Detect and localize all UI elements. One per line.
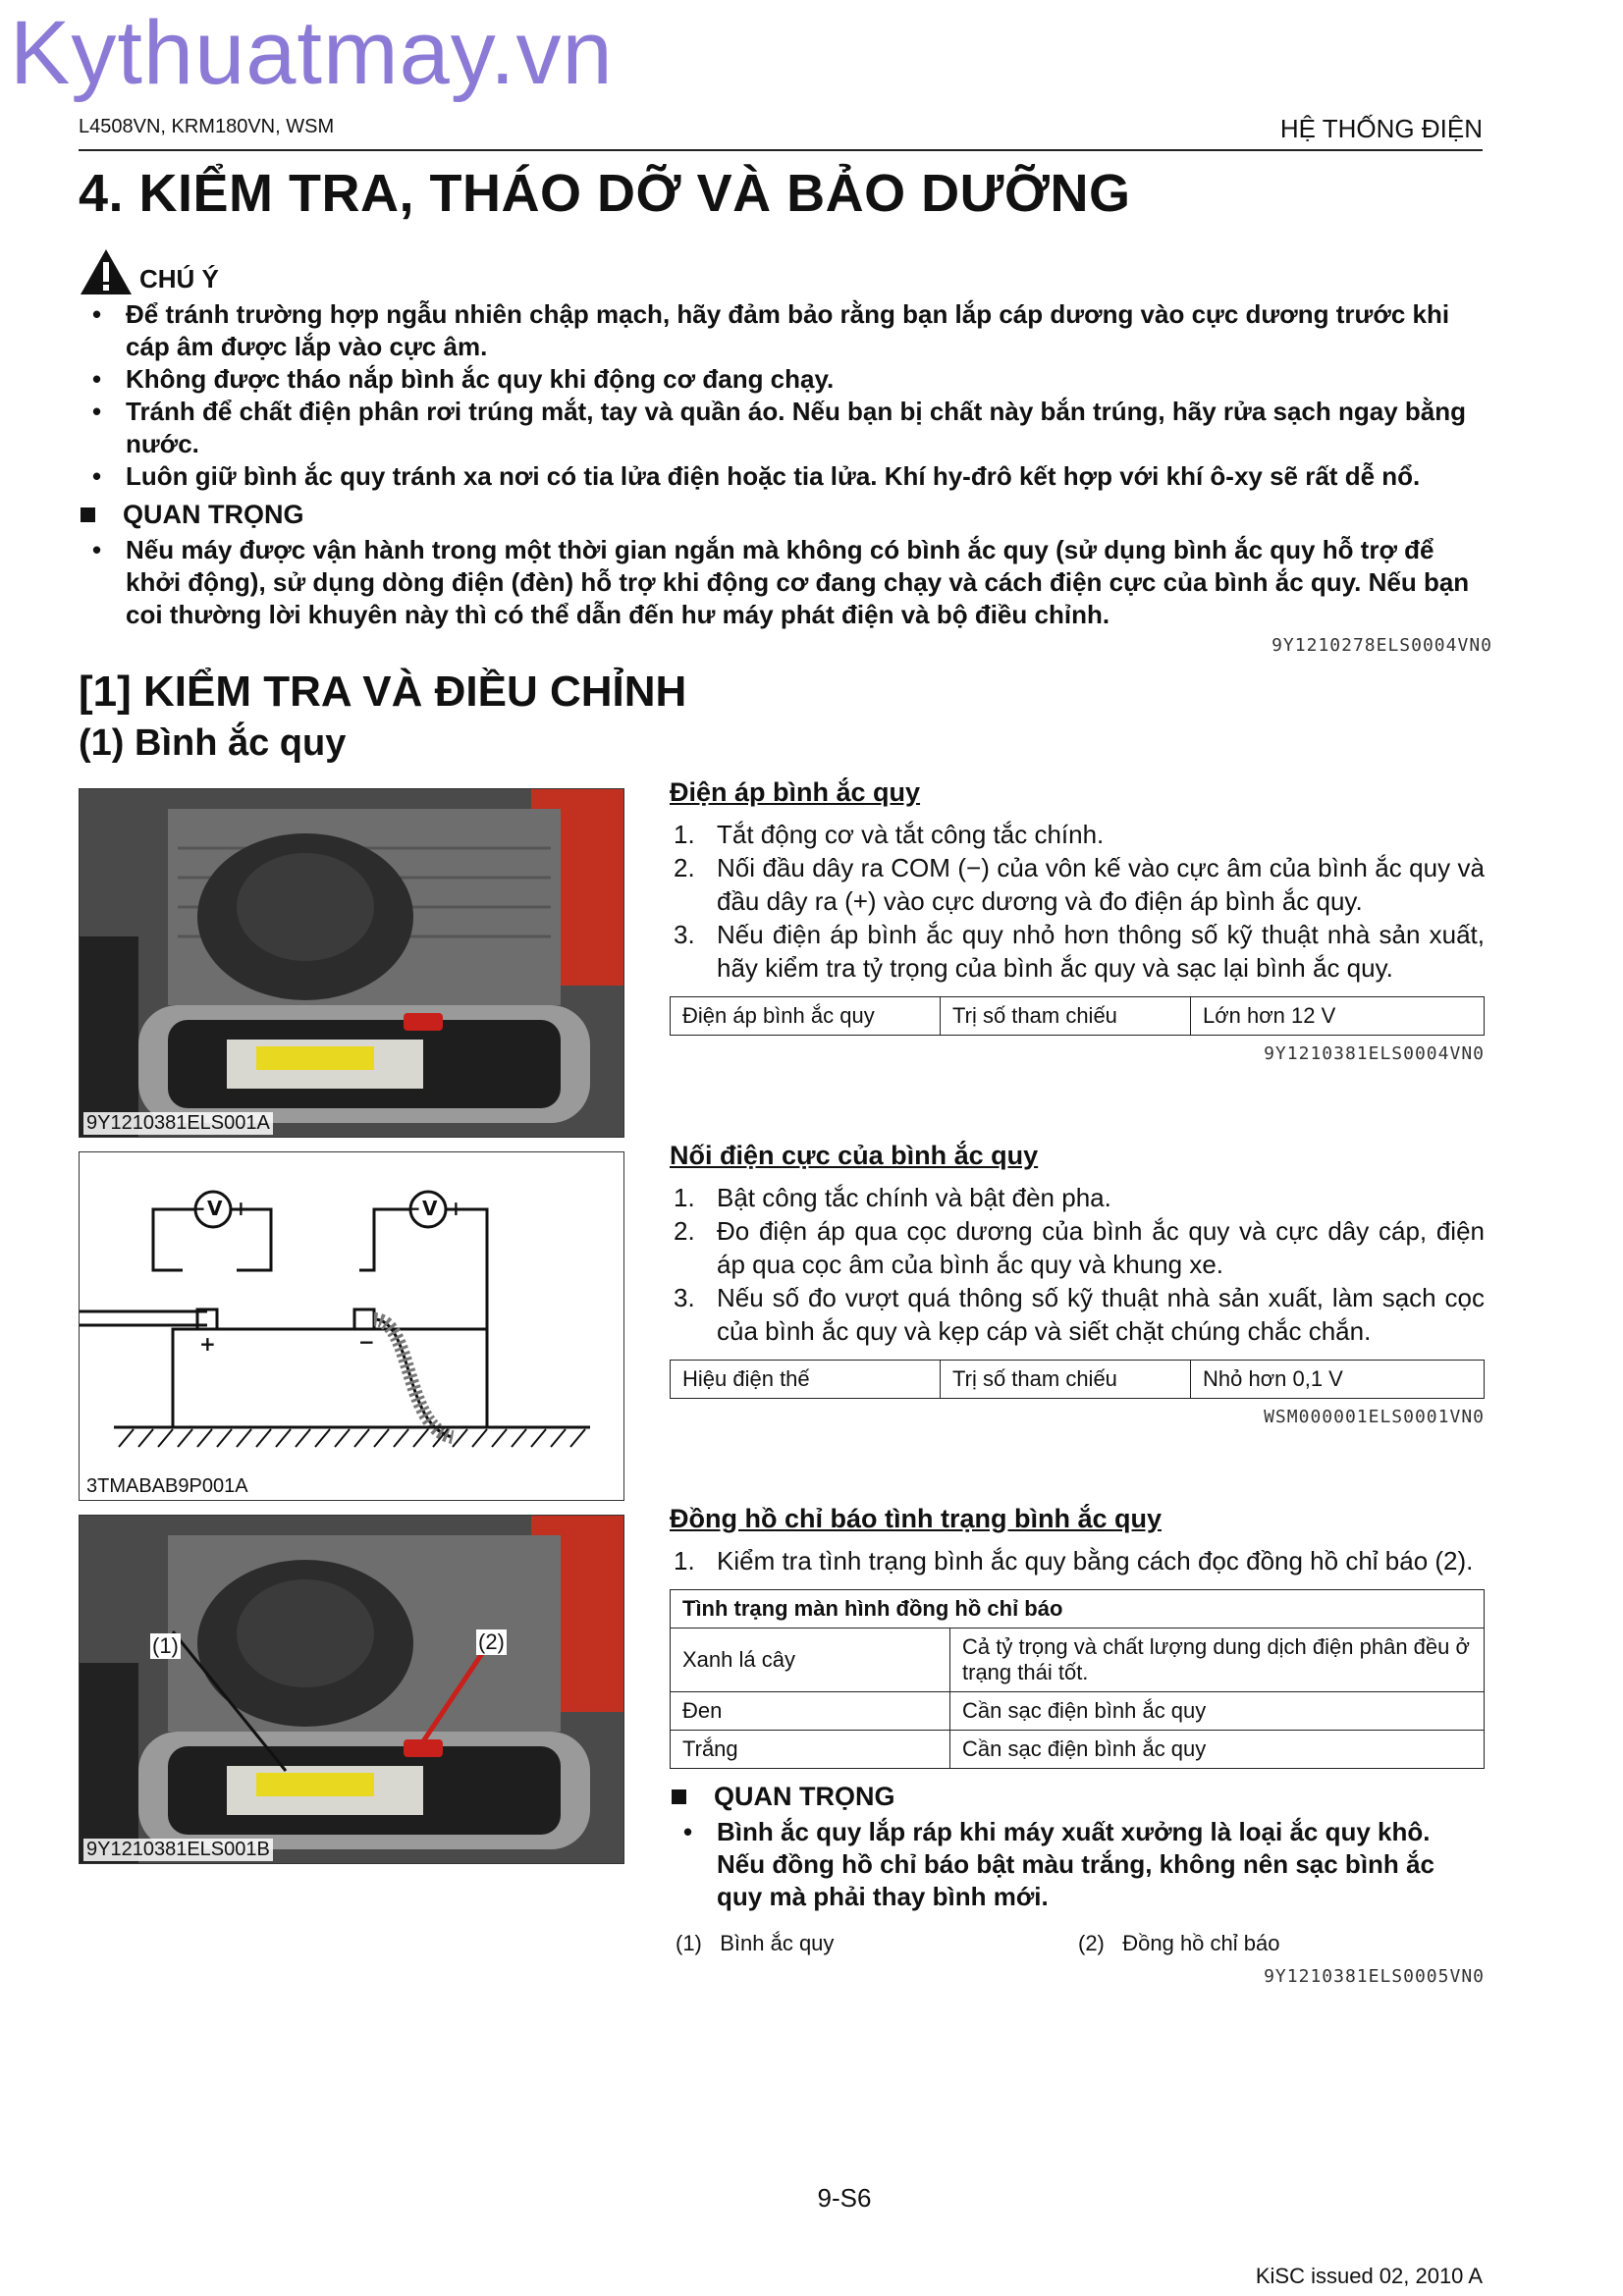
caution-item: • Luôn giữ bình ắc quy tránh xa nơi có tia lửa điện hoặc tia lửa. Khí hy-đrô kết hợp với khí ô-xy sẽ rất dễ nổ.	[79, 460, 1492, 493]
watermark: Kythuatmay.vn	[10, 3, 614, 103]
caution-list	[79, 298, 1492, 493]
important-list	[670, 1816, 1485, 1913]
indicator-title: Đồng hồ chỉ báo tình trạng bình ắc quy	[670, 1504, 1162, 1533]
spec-value: Nhỏ hơn 0,1 V	[1191, 1361, 1485, 1399]
spec-value: Lớn hơn 12 V	[1191, 997, 1485, 1036]
svg-text:V: V	[207, 1197, 223, 1220]
svg-text:−: −	[405, 1197, 421, 1220]
svg-text:V: V	[422, 1197, 438, 1220]
callout-battery: (1)	[152, 1633, 179, 1658]
svg-text:−: −	[358, 1330, 375, 1354]
voltage-title: Điện áp bình ắc quy	[670, 777, 921, 807]
important-label: QUAN TRỌNG	[714, 1781, 895, 1811]
important-heading	[670, 1779, 1485, 1814]
battery-photo-2	[79, 1515, 624, 1864]
warning-triangle-icon	[79, 247, 134, 296]
important-item: • Bình ắc quy lắp ráp khi máy xuất xưởng là loại ắc quy khô. Nếu đồng hồ chỉ báo bật màu trắng, không nên sạc bình ắc quy mà phải thay bình mới.	[670, 1816, 1485, 1913]
callout-indicator: (2)	[478, 1629, 505, 1654]
indicator-meaning: Cả tỷ trọng và chất lượng dung dịch điện phân đều ở trạng thái tốt.	[950, 1629, 1485, 1692]
step-item: 2. Nối đầu dây ra COM (−) của vôn kế vào cực âm của bình ắc quy và đầu dây ra (+) vào cực dương và đo điện áp bình ắc quy.	[674, 853, 1485, 916]
spec-type: Trị số tham chiếu	[941, 1361, 1191, 1399]
terminal-section	[670, 1141, 1485, 1427]
subsection-title: (1) Bình ắc quy	[79, 722, 347, 764]
indicator-table	[670, 1589, 1485, 1769]
indicator-meaning: Cần sạc điện bình ắc quy	[950, 1692, 1485, 1731]
step-item: 1. Tắt động cơ và tắt công tắc chính.	[674, 820, 1105, 849]
page-number: 9-S6	[817, 2183, 872, 2213]
header-model: L4508VN, KRM180VN, WSM	[79, 116, 335, 137]
important-list	[79, 534, 1492, 631]
doc-code: 9Y1210278ELS0004VN0	[1271, 635, 1492, 656]
caution-item: • Để tránh trường hợp ngẫu nhiên chập mạch, hãy đảm bảo rằng bạn lắp cáp dương vào cực dương trước khi cáp âm được lắp vào cực âm.	[79, 298, 1492, 363]
svg-text:+: +	[448, 1197, 464, 1220]
step-item: 3. Nếu số đo vượt quá thông số kỹ thuật nhà sản xuất, làm sạch cọc của bình ắc quy và kẹp cáp và siết chặt chúng chắc chắn.	[674, 1283, 1485, 1346]
section-title: [1] KIỂM TRA VÀ ĐIỀU CHỈNH	[79, 667, 687, 716]
spec-type: Trị số tham chiếu	[941, 997, 1191, 1036]
voltmeter-diagram	[79, 1151, 624, 1501]
battery-compartment-illustration	[80, 789, 623, 1137]
voltage-spec-table	[670, 996, 1485, 1036]
battery-indicator-illustration	[80, 1516, 623, 1863]
header-rule	[79, 149, 1483, 151]
step-item: 1. Kiểm tra tình trạng bình ắc quy bằng cách đọc đồng hồ chỉ báo (2).	[674, 1546, 1474, 1575]
terminal-spec-table	[670, 1360, 1485, 1399]
important-item: • Nếu máy được vận hành trong một thời gian ngắn mà không có bình ắc quy (sử dụng bình ắc quy hỗ trợ để khởi động), sử dụng dòng điện (đèn) hỗ trợ khi động cơ đang chạy và cách điện cực của bình ắc quy. Nếu bạn coi thường lời khuyên này thì có thể dẫn đến hư máy phát điện và bộ điều chỉnh.	[79, 534, 1492, 631]
indicator-section	[670, 1504, 1485, 1987]
important-label: QUAN TRỌNG	[123, 499, 304, 529]
doc-code: 9Y1210381ELS0004VN0	[1264, 1043, 1485, 1064]
page-title: 4. KIỂM TRA, THÁO DỠ VÀ BẢO DƯỠNG	[79, 164, 1131, 223]
step-item: 1. Bật công tắc chính và bật đèn pha.	[674, 1183, 1111, 1212]
voltage-section	[670, 777, 1485, 1064]
issue-info: KiSC issued 02, 2010 A	[1255, 2264, 1483, 2288]
caution-item: • Không được tháo nắp bình ắc quy khi động cơ đang chạy.	[79, 363, 1492, 396]
svg-text:+: +	[199, 1332, 216, 1356]
svg-text:−: −	[189, 1197, 206, 1220]
indicator-state: Trắng	[671, 1731, 950, 1769]
terminal-measurement-diagram	[80, 1152, 623, 1500]
header-section: HỆ THỐNG ĐIỆN	[1279, 114, 1483, 143]
legend-item: (2) Đồng hồ chỉ báo	[1078, 1931, 1280, 1955]
indicator-state: Xanh lá cây	[671, 1629, 950, 1692]
doc-code: WSM000001ELS0001VN0	[1264, 1407, 1485, 1427]
indicator-meaning: Cần sạc điện bình ắc quy	[950, 1731, 1485, 1769]
svg-text:+: +	[233, 1197, 249, 1220]
indicator-steps	[670, 1544, 1485, 1577]
caution-item: • Tránh để chất điện phân rơi trúng mắt, tay và quần áo. Nếu bạn bị chất này bắn trúng, hãy rửa sạch ngay bằng nước.	[79, 396, 1492, 460]
square-bullet-icon	[672, 1789, 686, 1804]
legend-item: (1) Bình ắc quy	[676, 1931, 835, 1955]
spec-item: Điện áp bình ắc quy	[671, 997, 941, 1036]
image-caption: 3TMABAB9P001A	[83, 1475, 251, 1498]
important-heading	[79, 497, 1492, 532]
image-caption: 9Y1210381ELS001B	[83, 1839, 273, 1861]
indicator-table-header: Tình trạng màn hình đồng hồ chỉ báo	[671, 1590, 1485, 1629]
step-item: 3. Nếu điện áp bình ắc quy nhỏ hơn thông số kỹ thuật nhà sản xuất, hãy kiểm tra tỷ trọng của bình ắc quy và sạc lại bình ắc quy.	[674, 920, 1485, 983]
terminal-title: Nối điện cực của bình ắc quy	[670, 1141, 1039, 1170]
step-item: 2. Đo điện áp qua cọc dương của bình ắc quy và cực dây cáp, điện áp qua cọc âm của bình ắc quy và khung xe.	[674, 1216, 1485, 1279]
legend	[670, 1931, 1485, 1956]
doc-code: 9Y1210381ELS0005VN0	[1264, 1966, 1485, 1987]
spec-item: Hiệu điện thế	[671, 1361, 941, 1399]
terminal-steps	[670, 1181, 1485, 1348]
caution-block	[79, 245, 1492, 656]
caution-label: CHÚ Ý	[139, 264, 219, 294]
voltage-steps	[670, 818, 1485, 985]
image-caption: 9Y1210381ELS001A	[83, 1112, 273, 1135]
battery-photo-1	[79, 788, 624, 1138]
square-bullet-icon	[81, 507, 95, 522]
indicator-state: Đen	[671, 1692, 950, 1731]
